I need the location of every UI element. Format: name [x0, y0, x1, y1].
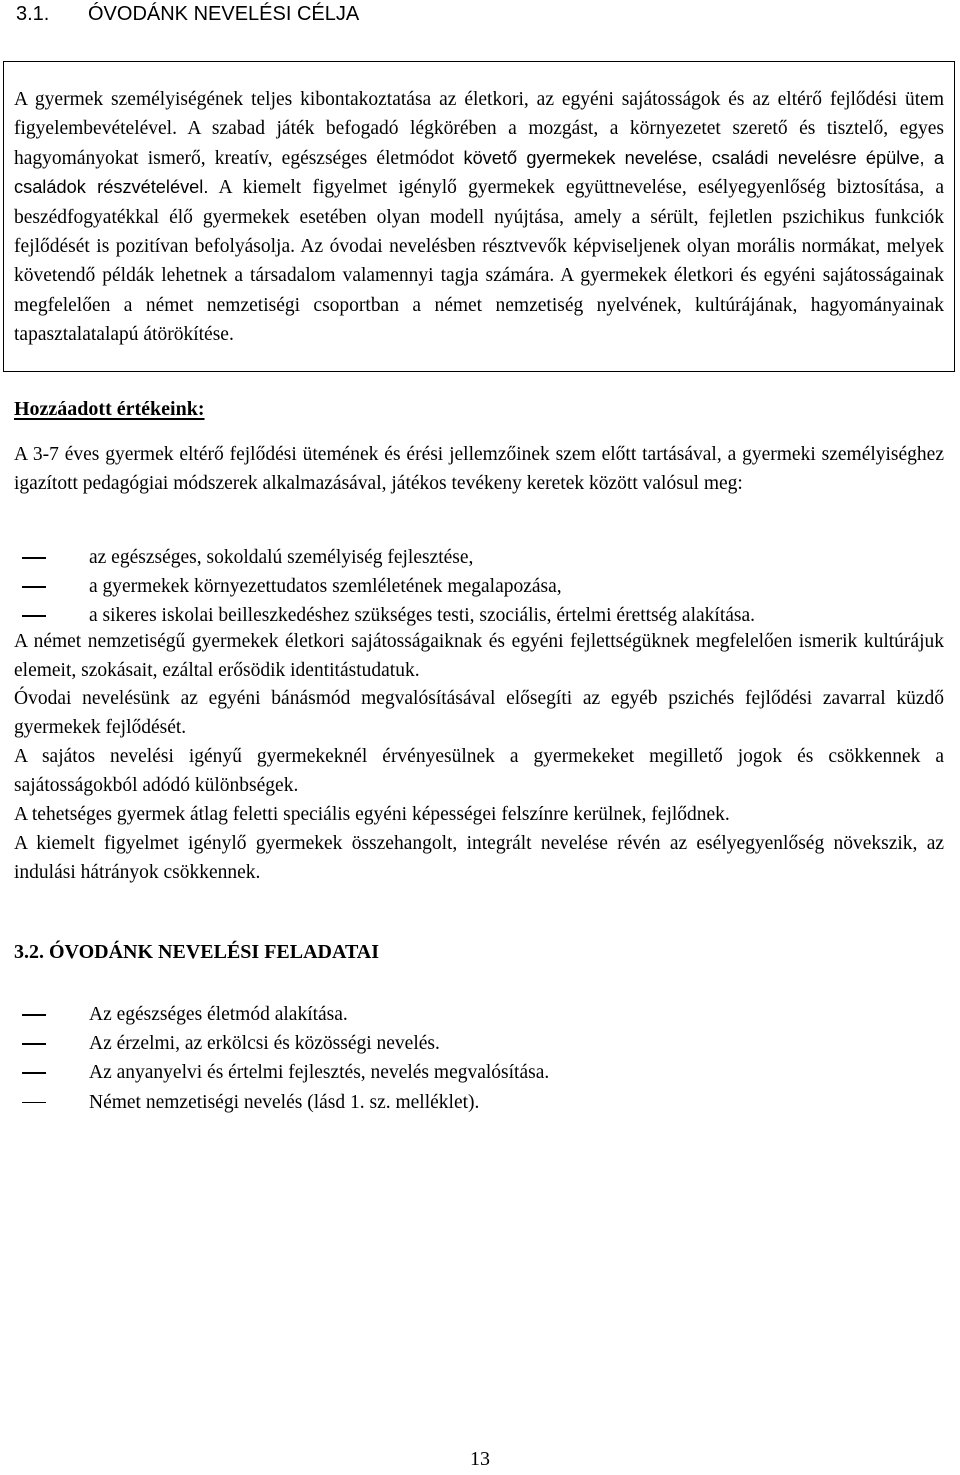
- goal-text-part2: követő gyermekek nevelése, családi nevelésre épülve, a családok részvételével.: [14, 147, 944, 198]
- dash-bullet-icon: [22, 1072, 46, 1074]
- added-values-list: [14, 543, 944, 631]
- section-number: 3.1.: [16, 3, 50, 25]
- dash-bullet-icon: [22, 1014, 46, 1016]
- list-item: az egészséges, sokoldalú személyiség fejlesztése,: [14, 543, 944, 572]
- page-number: 13: [470, 1448, 490, 1470]
- dash-bullet-icon: [22, 586, 46, 588]
- goal-text-part3: A kiemelt figyelmet igénylő gyermekek együttnevelése, esélyegyenlőség biztosítása, a beszédfogyatékkal élő gyermekek esetében olyan modell nyújtása, amely a sérült, fejletlen pszichikus funkciók fejlődését is pozitívan befolyásolja. Az óvodai nevelésben résztvevők képviseljenek olyan morális normákat, melyek követendő példák lehetnek a társadalom valamennyi tagja számára. A gyermekek életkori és egyéni sajátosságainak megfelelően a német nemzetiségi csoportban a német nemzetiség nyelvének, kultúrájának, hagyományainak tapasztalatalapú átörökítése.: [14, 177, 944, 346]
- dash-bullet-icon: [22, 557, 46, 559]
- paragraph: A sajátos nevelési igényű gyermekeknél érvényesülnek a gyermekeket megillető jogok és csökkennek a sajátosságokból adódó különbségek.: [14, 746, 944, 797]
- list-item: Az érzelmi, az erkölcsi és közösségi nevelés.: [14, 1029, 944, 1058]
- section-heading-goal: [16, 3, 359, 26]
- goal-text-part1: A gyermek személyiségének teljes kibontakoztatása az életkori, az egyéni sajátosságok és az eltérő fejlődési ütem figyelembevételével. A szabad játék befogadó légkörében a mozgást, a környezetet szerető és tisztelő, egyes hagyományokat ismerő, kreatív, egészséges életmódot: [14, 89, 944, 169]
- list-item: Német nemzetiségi nevelés (lásd 1. sz. melléklet).: [14, 1088, 944, 1117]
- dash-bullet-icon: [22, 1102, 46, 1104]
- section-heading-tasks: [14, 941, 379, 964]
- dash-bullet-icon: [22, 615, 46, 617]
- tasks-list: [14, 1000, 944, 1117]
- goal-box: [3, 61, 955, 372]
- added-values-intro: A 3-7 éves gyermek eltérő fejlődési ütemének és érési jellemzőinek szem előtt tartásával, a gyermeki személyiséghez igazított pedagógiai módszerek alkalmazásával, játékos tevékeny keretek között valósul meg:: [14, 444, 944, 495]
- list-item: Az egészséges életmód alakítása.: [14, 1000, 944, 1029]
- paragraph: Óvodai nevelésünk az egyéni bánásmód megvalósításával elősegíti az egyéb pszichés fejlődési zavarral küzdő gyermekek fejlődését.: [14, 688, 944, 739]
- list-item: a gyermekek környezettudatos szemléletének megalapozása,: [14, 572, 944, 601]
- added-values-title: Hozzáadott értékeink:: [14, 398, 205, 420]
- section-title: ÓVODÁNK NEVELÉSI FELADATAI: [49, 941, 380, 963]
- dash-bullet-icon: [22, 1043, 46, 1045]
- list-item: Az anyanyelvi és értelmi fejlesztés, nevelés megvalósítása.: [14, 1058, 944, 1087]
- goal-paragraph: [14, 85, 944, 350]
- paragraph: A német nemzetiségű gyermekek életkori sajátosságaiknak és egyéni fejlettségüknek megfelelően ismerik kultúrájuk elemeit, szokásait, ezáltal erősödik identitástudatuk.: [14, 631, 944, 682]
- section-title: ÓVODÁNK NEVELÉSI CÉLJA: [88, 3, 360, 25]
- paragraph: A tehetséges gyermek átlag feletti speciális egyéni képességei felszínre kerülnek, fejlődnek.: [14, 804, 730, 825]
- paragraph: A kiemelt figyelmet igénylő gyermekek összehangolt, integrált nevelése révén az esélyegyenlőség növekszik, az indulási hátrányok csökkennek.: [14, 833, 944, 884]
- section-number: 3.2.: [14, 941, 44, 963]
- list-item: a sikeres iskolai beilleszkedéshez szükséges testi, szociális, értelmi érettség alakítása.: [14, 601, 944, 630]
